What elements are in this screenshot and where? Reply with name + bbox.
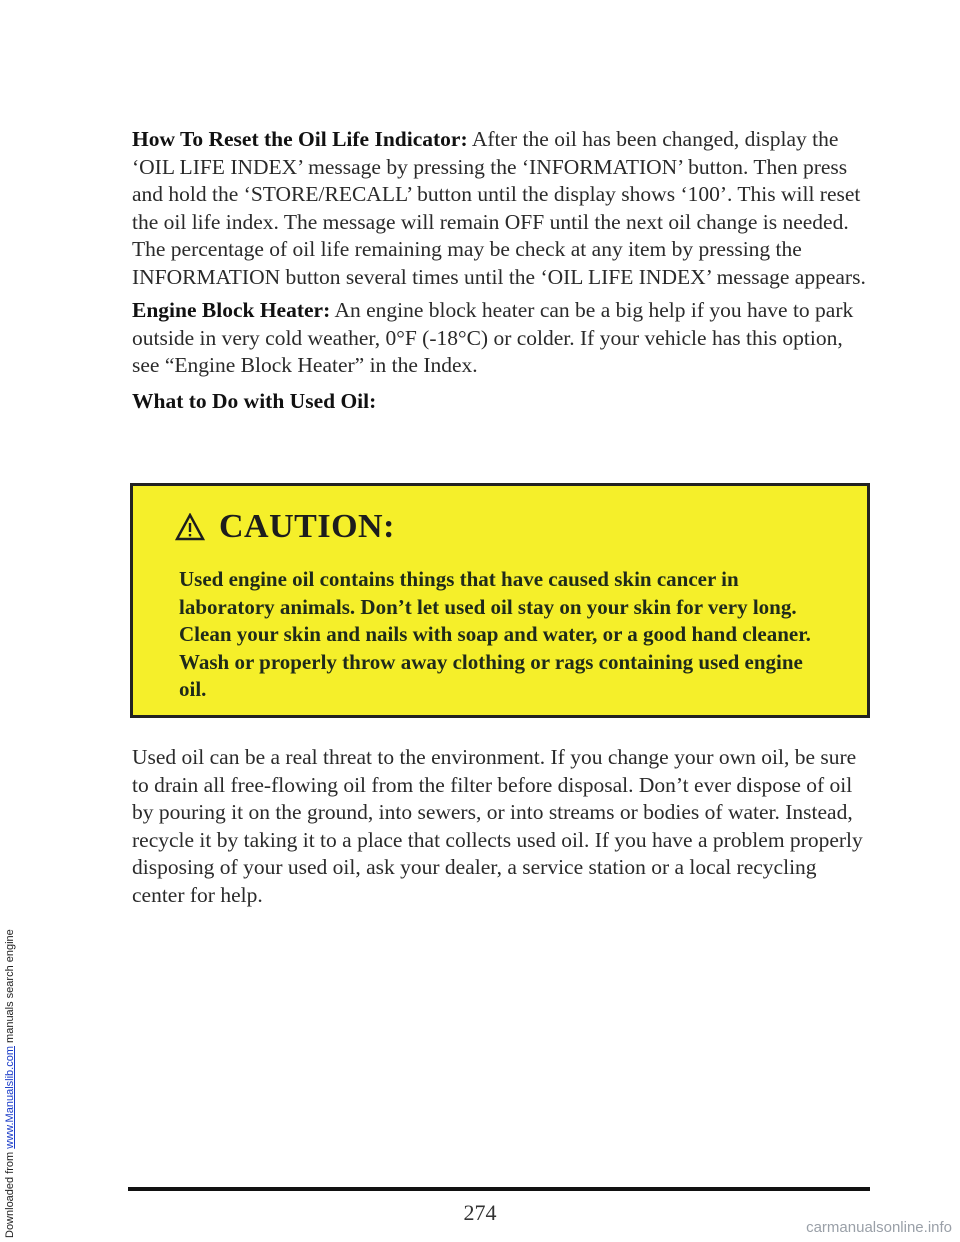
- download-source-prefix: Downloaded from: [4, 1148, 16, 1238]
- used-oil-paragraph: [132, 388, 872, 416]
- watermark: carmanualsonline.info: [806, 1219, 952, 1236]
- download-source-note: [0, 0, 18, 1242]
- caution-title: CAUTION:: [219, 508, 395, 545]
- used-oil-text: [132, 744, 872, 909]
- manualslib-link[interactable]: www.Manualslib.com: [4, 1046, 16, 1149]
- main-text: [132, 126, 872, 415]
- block-heater-body: An engine block heater can be a big help if you have to park outside in very cold weather, 0°F (-18°C) or colder. If your vehicle has this option, see “Engine Block Heater” in the Index.: [132, 298, 854, 377]
- block-heater-paragraph: [132, 297, 872, 380]
- download-source-suffix: manuals search engine: [4, 929, 16, 1047]
- oil-life-paragraph: [132, 126, 872, 291]
- block-heater-heading: Engine Block Heater:: [132, 298, 331, 322]
- warning-triangle-icon: [175, 513, 205, 541]
- caution-header: [175, 508, 395, 546]
- used-oil-heading: What to Do with Used Oil:: [132, 388, 377, 413]
- page-number: 274: [463, 1200, 497, 1225]
- oil-life-body: After the oil has been changed, display the ‘OIL LIFE INDEX’ message by pressing the ‘INFORMATION’ button. Then press and hold the ‘STORE/RECALL’ button until the display shows ‘100’. This will reset the oil life index. The message will remain OFF until the next oil change is needed. The percentage of oil life remaining may be check at any item by pressing the INFORMATION button several times until the ‘OIL LIFE INDEX’ message appears.: [132, 127, 866, 289]
- oil-life-heading: How To Reset the Oil Life Indicator:: [132, 127, 468, 151]
- used-oil-disposal-paragraph: Used oil can be a real threat to the environment. If you change your own oil, be sure to drain all free-flowing oil from the filter before disposal. Don’t ever dispose of oil by pouring it on the ground, into sewers, or into streams or bodies of water. Instead, recycle it by taking it to a place that collects used oil. If you have a problem properly disposing of your used oil, ask your dealer, a service station or a local recycling center for help.: [132, 745, 863, 907]
- footer-rule: [128, 1187, 870, 1191]
- caution-box: [130, 483, 870, 718]
- caution-text: Used engine oil contains things that have caused skin cancer in laboratory animals. Don’t let used oil stay on your skin for very long. Clean your skin and nails with soap and water, or a good hand cleaner. Wash or properly throw away clothing or rags containing used engine oil.: [179, 567, 811, 701]
